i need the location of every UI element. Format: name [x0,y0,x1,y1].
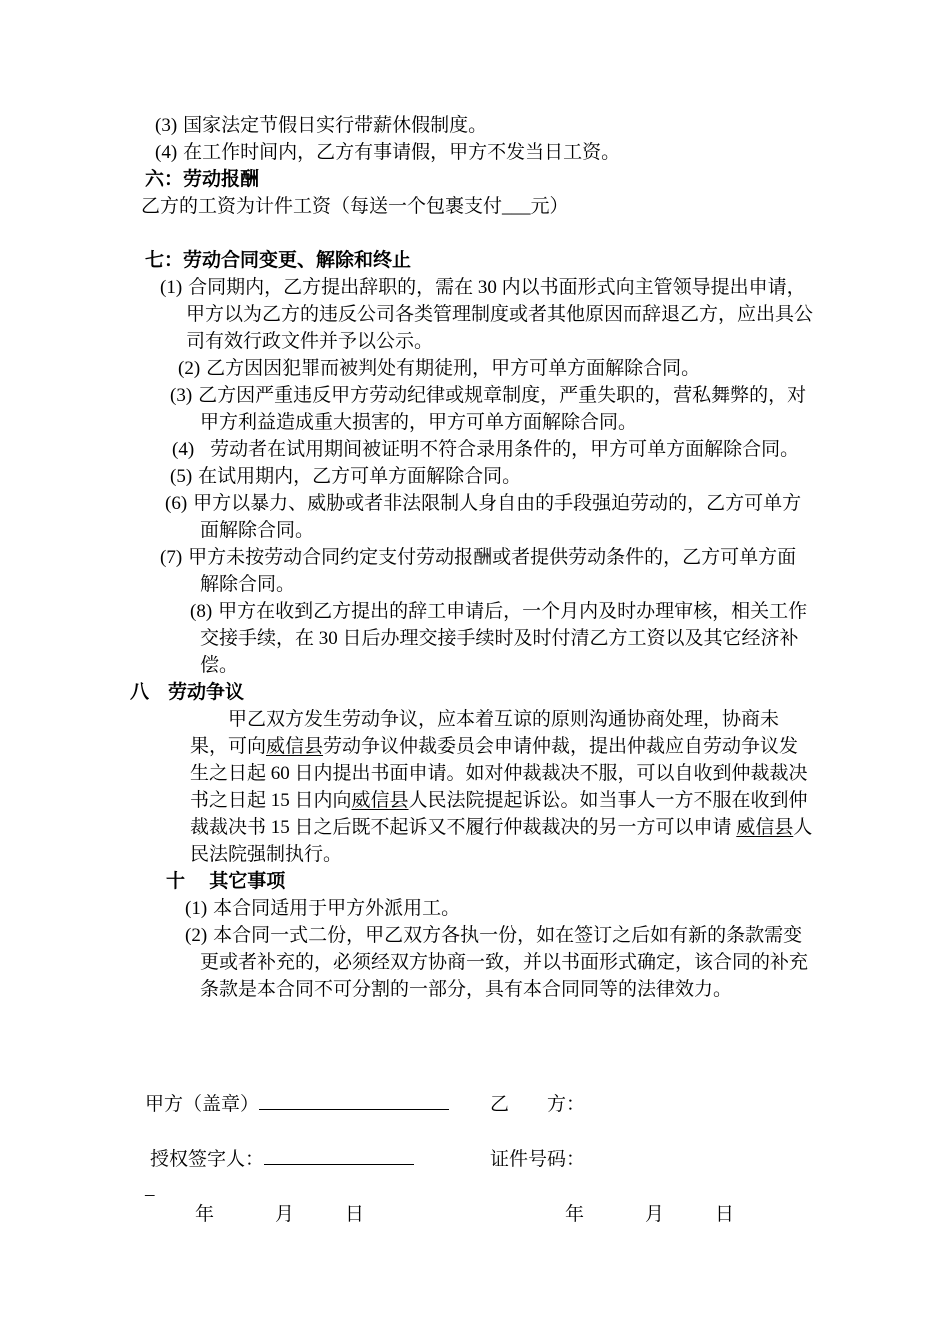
list-item [165,490,815,544]
party-a-signature-line[interactable] [259,1091,449,1110]
date-right-month: 月 [645,1204,665,1225]
item-text: 乙方因因犯罪而被判处有期徒刑，甲方可单方面解除合同。 [206,358,701,379]
dash-mark: – [145,1184,155,1205]
item-number: (6) [165,493,188,514]
section-six-body: 乙方的工资为计件工资（每送一个包裹支付___元） [141,196,569,217]
date-left-month: 月 [275,1204,295,1225]
section-heading-eight: 八 劳动争议 [130,682,245,703]
list-item [170,463,815,490]
item-text: 甲方在收到乙方提出的辞工申请后，一个月内及时办理审核，相关工作交接手续，在 30 日后办理交接手续时及时付清乙方工资以及其它经济补偿。 [200,601,808,676]
item-number: (4) [172,439,195,460]
item-text: 本合同一式二份，甲乙双方各执一份，如在签订之后如有新的条款需变更或者补充的，必须经双方协商一致，并以书面形式确定，该合同的补充条款是本合同不可分割的一部分，具有本合同同等的法律效力。 [200,925,809,1000]
item-text: 劳动者在试用期间被证明不符合录用条件的，甲方可单方面解除合同。 [210,439,800,460]
party-b-label: 乙 方： [490,1094,586,1115]
item-number: (5) [170,466,193,487]
section-heading-ten: 十 其它事项 [166,871,286,892]
list-item [155,112,815,139]
list-item [172,436,815,463]
item-number: (1) [185,898,208,919]
dash-row [145,1181,815,1205]
date-right-day: 日 [715,1204,735,1225]
item-text: 甲方未按劳动合同约定支付劳动报酬或者提供劳动条件的，乙方可单方面解除合同。 [188,547,797,595]
item-text: 乙方因严重违反甲方劳动纪律或规章制度，严重失职的，营私舞弊的，对甲方利益造成重大损害的，甲方可单方面解除合同。 [198,385,807,433]
paragraph-text: 甲乙双方发生劳动争议，应本着互谅的原则沟通协商处理，协商未果，可向 [190,709,780,757]
item-text: 本合同适用于甲方外派用工。 [213,898,461,919]
id-number-label: 证件号码： [490,1149,586,1170]
item-number: (2) [178,358,201,379]
section-heading-six: 六：劳动报酬 [145,169,260,190]
section-eight-paragraph [190,706,815,868]
item-text: 合同期内，乙方提出辞职的，需在 30 内以书面形式向主管领导提出申请，甲方以为乙方的违反公司各类管理制度或者其他原因而辞退乙方，应出具公司有效行政文件并予以公示。 [186,277,814,352]
item-text: 甲方以暴力、威胁或者非法限制人身自由的手段强迫劳动的，乙方可单方面解除合同。 [193,493,802,541]
underlined-county-name: 威信县 [266,736,324,757]
item-number: (1) [160,277,183,298]
list-item [185,922,815,1003]
party-a-label: 甲方（盖章） [145,1094,260,1115]
date-left-year: 年 [195,1204,215,1225]
date-right-year: 年 [565,1204,585,1225]
paragraph-text: 人民法院提起诉讼。如当事人一方不服在收到仲裁裁决书 15 日之后既不起诉又不履行仲裁裁决的另一方可以申请 [190,790,808,838]
signature-row-party [145,1091,815,1118]
item-number: (3) [155,115,178,136]
list-item [155,139,815,166]
authorized-signer-label: 授权签字人： [150,1149,265,1170]
item-text: 在试用期内，乙方可单方面解除合同。 [198,466,522,487]
item-number: (2) [185,925,208,946]
paragraph-text: 劳动争议仲裁委员会申请仲裁，提出仲裁应自劳动争议发生之日起 60 日内提出书面申请。如对仲裁裁决不服，可以自收到仲裁裁决书之日起 15 日内向 [190,736,808,811]
list-item [190,598,815,679]
item-text: 国家法定节假日实行带薪休假制度。 [183,115,488,136]
section-heading-seven: 七：劳动合同变更、解除和终止 [145,250,412,271]
signer-signature-line[interactable] [264,1146,414,1165]
underlined-county-name: 威信县 [351,790,409,811]
item-number: (3) [170,385,193,406]
underlined-county-name: 威信县 [736,817,794,838]
signature-row-signer [150,1146,815,1173]
list-item [185,895,815,922]
item-number: (7) [160,547,183,568]
item-number: (8) [190,601,213,622]
list-item [178,355,815,382]
list-item [170,382,815,436]
list-item [160,274,815,355]
paragraph-text: 人民法院强制执行。 [190,817,813,865]
item-number: (4) [155,142,178,163]
date-left-day: 日 [345,1204,365,1225]
date-row [130,1201,815,1228]
item-text: 在工作时间内，乙方有事请假，甲方不发当日工资。 [183,142,621,163]
list-item [160,544,815,598]
